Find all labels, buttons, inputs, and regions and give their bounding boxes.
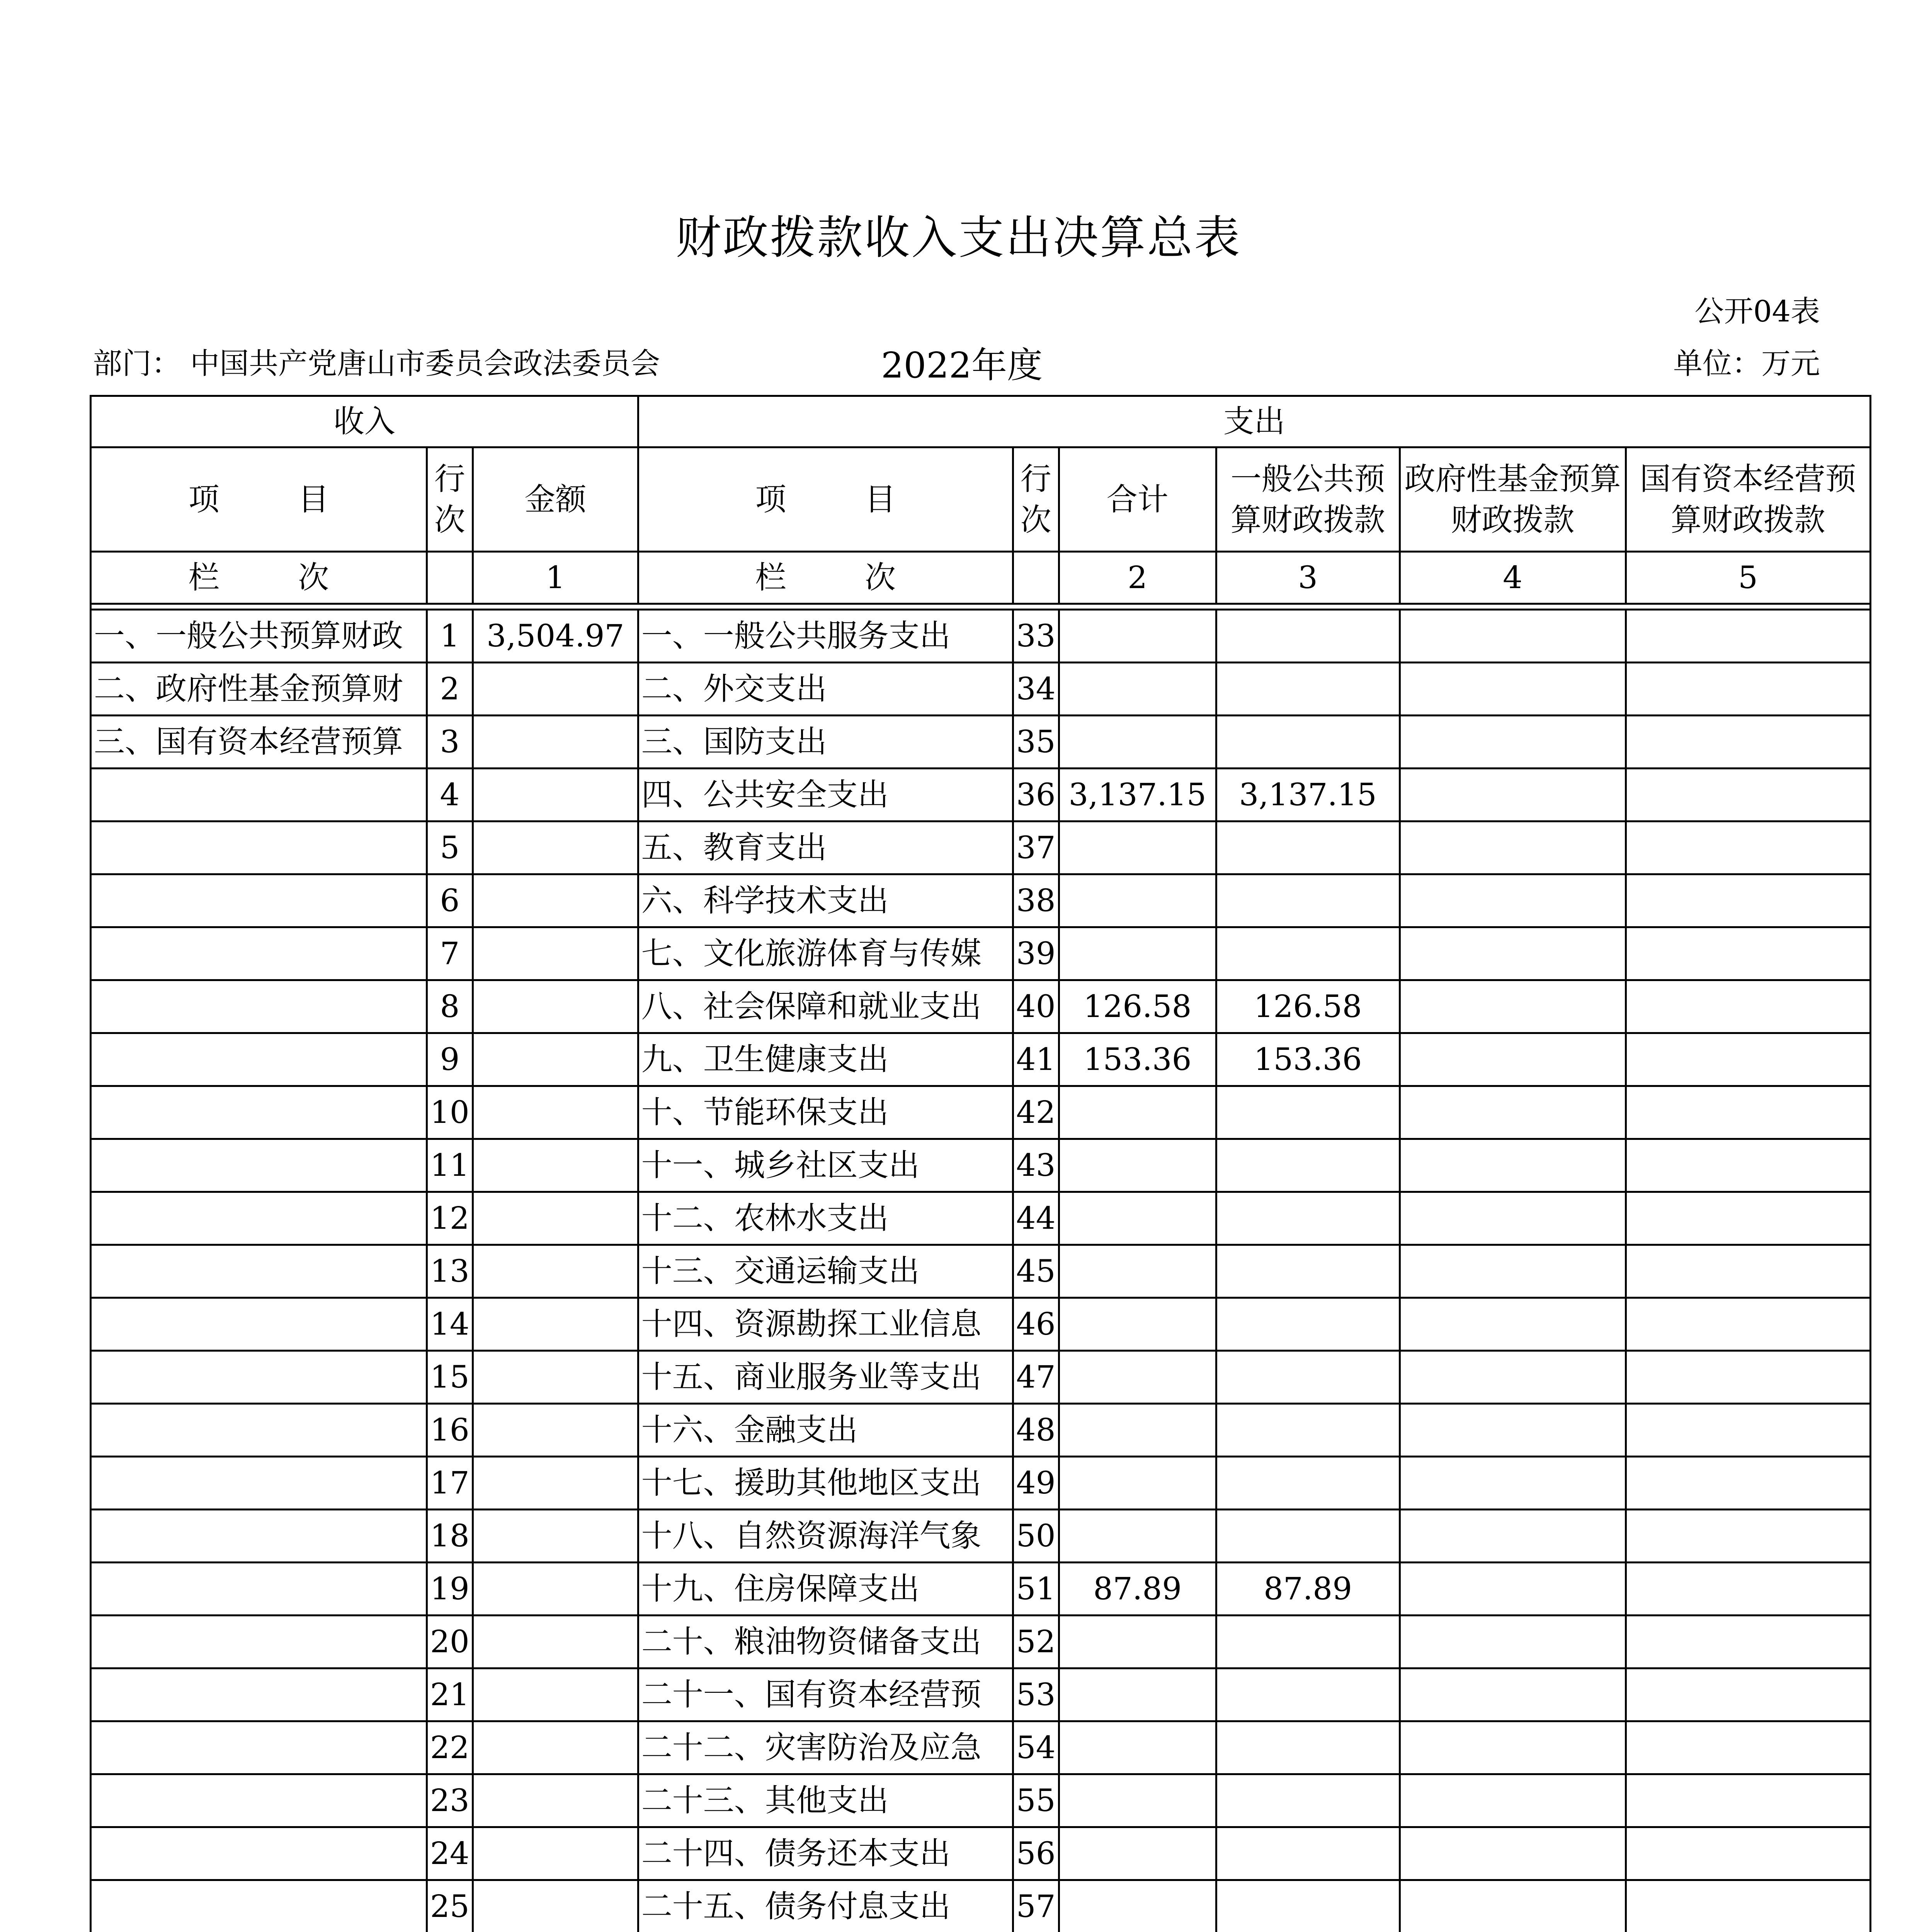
table-row — [91, 769, 1871, 821]
expense-total-cell — [1059, 610, 1216, 663]
income-amount-cell — [473, 769, 638, 821]
income-amount-cell — [473, 1139, 638, 1192]
gov-fund-cell — [1400, 1086, 1626, 1139]
column-index-3: 3 — [1216, 552, 1400, 604]
expense-line-no-cell: 38 — [1013, 874, 1059, 927]
state-capital-cell — [1626, 1563, 1870, 1616]
empty-cell — [427, 552, 473, 604]
expense-item-cell: 十七、援助其他地区支出 — [638, 1457, 1013, 1510]
income-amount-cell — [473, 1351, 638, 1404]
income-line-no-cell: 8 — [427, 980, 473, 1033]
empty-cell — [1013, 552, 1059, 604]
expense-total-cell — [1059, 1192, 1216, 1245]
income-line-no-cell: 17 — [427, 1457, 473, 1510]
income-line-no-cell: 25 — [427, 1880, 473, 1932]
general-budget-cell — [1216, 1668, 1400, 1721]
expense-total-cell — [1059, 1404, 1216, 1457]
income-line-no-cell: 1 — [427, 610, 473, 663]
expense-line-no-cell: 44 — [1013, 1192, 1059, 1245]
department-label: 部门： 中国共产党唐山市委员会政法委员会 — [93, 346, 660, 381]
expense-item-cell: 十一、城乡社区支出 — [638, 1139, 1013, 1192]
general-budget-cell — [1216, 1298, 1400, 1351]
gov-fund-cell — [1400, 1457, 1626, 1510]
income-item-cell — [91, 1880, 427, 1932]
income-line-no-cell: 11 — [427, 1139, 473, 1192]
table-row — [91, 821, 1871, 874]
column-index-4: 4 — [1400, 552, 1626, 604]
expense-line-no-cell: 46 — [1013, 1298, 1059, 1351]
income-item-cell — [91, 980, 427, 1033]
table-row — [91, 1774, 1871, 1827]
income-amount-cell — [473, 1774, 638, 1827]
income-line-no-cell: 20 — [427, 1616, 473, 1668]
income-item-cell — [91, 1668, 427, 1721]
income-line-no-cell: 23 — [427, 1774, 473, 1827]
income-item-cell — [91, 1774, 427, 1827]
state-capital-cell — [1626, 1192, 1870, 1245]
state-capital-cell — [1626, 1139, 1870, 1192]
income-item-cell — [91, 1086, 427, 1139]
table-row — [91, 1457, 1871, 1510]
table-row — [91, 1668, 1871, 1721]
expense-line-no-cell: 37 — [1013, 821, 1059, 874]
expense-item-cell: 十四、资源勘探工业信息 — [638, 1298, 1013, 1351]
column-index-1: 1 — [473, 552, 638, 604]
gov-fund-cell — [1400, 1404, 1626, 1457]
expense-item-cell: 七、文化旅游体育与传媒 — [638, 927, 1013, 980]
expense-line-no-cell: 55 — [1013, 1774, 1059, 1827]
table-row — [91, 1086, 1871, 1139]
gov-fund-cell — [1400, 874, 1626, 927]
expense-total-cell — [1059, 1827, 1216, 1880]
income-item-cell — [91, 1721, 427, 1774]
expense-total-cell: 87.89 — [1059, 1563, 1216, 1616]
expense-item-cell: 十、节能环保支出 — [638, 1086, 1013, 1139]
page-title: 财政拨款收入支出决算总表 — [675, 211, 1242, 264]
table-row — [91, 1510, 1871, 1563]
general-budget-cell — [1216, 1880, 1400, 1932]
expense-total-cell: 126.58 — [1059, 980, 1216, 1033]
income-item-cell — [91, 1139, 427, 1192]
table-row — [91, 1721, 1871, 1774]
income-amount-cell — [473, 716, 638, 769]
income-item-cell — [91, 1563, 427, 1616]
expense-column-index-label: 栏 次 — [638, 552, 1013, 604]
expense-line-no-cell: 43 — [1013, 1139, 1059, 1192]
general-budget-cell — [1216, 1616, 1400, 1668]
income-item-cell — [91, 1351, 427, 1404]
expense-item-cell: 三、国防支出 — [638, 716, 1013, 769]
income-item-cell — [91, 1404, 427, 1457]
general-budget-cell: 87.89 — [1216, 1563, 1400, 1616]
expense-line-no-cell: 45 — [1013, 1245, 1059, 1298]
gov-fund-cell — [1400, 1827, 1626, 1880]
expense-total-cell — [1059, 874, 1216, 927]
table-row — [91, 1245, 1871, 1298]
gov-fund-cell — [1400, 1563, 1626, 1616]
expense-line-no-cell: 56 — [1013, 1827, 1059, 1880]
income-amount-cell — [473, 927, 638, 980]
general-budget-cell — [1216, 927, 1400, 980]
income-line-no-cell: 16 — [427, 1404, 473, 1457]
gov-fund-cell — [1400, 1298, 1626, 1351]
table-row — [91, 1139, 1871, 1192]
income-line-no-cell: 2 — [427, 663, 473, 716]
table-row — [91, 1351, 1871, 1404]
expense-line-no-cell: 36 — [1013, 769, 1059, 821]
gov-fund-cell — [1400, 716, 1626, 769]
table-row — [91, 927, 1871, 980]
state-capital-cell — [1626, 663, 1870, 716]
income-item-cell — [91, 1245, 427, 1298]
expense-total-cell — [1059, 1245, 1216, 1298]
income-line-no-cell: 9 — [427, 1033, 473, 1086]
expense-line-no-cell: 34 — [1013, 663, 1059, 716]
state-capital-cell — [1626, 1774, 1870, 1827]
general-budget-cell — [1216, 874, 1400, 927]
gov-fund-cell — [1400, 927, 1626, 980]
expense-total-cell — [1059, 1139, 1216, 1192]
budget-table — [90, 395, 1871, 1932]
state-capital-cell — [1626, 1457, 1870, 1510]
state-capital-cell — [1626, 927, 1870, 980]
expense-item-cell: 十八、自然资源海洋气象 — [638, 1510, 1013, 1563]
income-amount-cell: 3,504.97 — [473, 610, 638, 663]
gov-fund-cell — [1400, 980, 1626, 1033]
table-row — [91, 716, 1871, 769]
income-line-no-cell: 13 — [427, 1245, 473, 1298]
expense-line-no-cell: 50 — [1013, 1510, 1059, 1563]
general-budget-cell — [1216, 1721, 1400, 1774]
gov-fund-cell — [1400, 1774, 1626, 1827]
general-budget-cell — [1216, 1404, 1400, 1457]
expense-item-cell: 二十三、其他支出 — [638, 1774, 1013, 1827]
income-line-no-cell: 5 — [427, 821, 473, 874]
table-row — [91, 1033, 1871, 1086]
income-line-no-cell: 24 — [427, 1827, 473, 1880]
gov-fund-cell — [1400, 1351, 1626, 1404]
expense-item-cell: 二十五、债务付息支出 — [638, 1880, 1013, 1932]
expense-total-cell — [1059, 1668, 1216, 1721]
state-capital-cell — [1626, 1827, 1870, 1880]
table-row — [91, 1298, 1871, 1351]
expense-total-cell — [1059, 1880, 1216, 1932]
expense-item-cell: 二十二、灾害防治及应急 — [638, 1721, 1013, 1774]
expense-total-cell — [1059, 663, 1216, 716]
expense-line-no-cell: 53 — [1013, 1668, 1059, 1721]
income-amount-cell — [473, 980, 638, 1033]
general-budget-cell — [1216, 1457, 1400, 1510]
expense-total-cell — [1059, 1510, 1216, 1563]
table-row — [91, 1563, 1871, 1616]
expense-item-cell: 八、社会保障和就业支出 — [638, 980, 1013, 1033]
income-item-cell — [91, 821, 427, 874]
gov-fund-cell — [1400, 1880, 1626, 1932]
gov-fund-cell — [1400, 1192, 1626, 1245]
income-section-header: 收入 — [91, 396, 638, 447]
income-line-no-cell: 12 — [427, 1192, 473, 1245]
income-line-no-cell: 7 — [427, 927, 473, 980]
income-line-no-cell: 19 — [427, 1563, 473, 1616]
general-budget-cell — [1216, 1086, 1400, 1139]
income-line-no-header: 行次 — [427, 447, 473, 552]
income-line-no-cell: 15 — [427, 1351, 473, 1404]
state-capital-cell — [1626, 1510, 1870, 1563]
income-item-cell — [91, 927, 427, 980]
expense-total-cell — [1059, 927, 1216, 980]
gov-fund-cell — [1400, 769, 1626, 821]
expense-total-cell — [1059, 1298, 1216, 1351]
expense-item-cell: 十二、农林水支出 — [638, 1192, 1013, 1245]
expense-total-cell — [1059, 1774, 1216, 1827]
table-row — [91, 1616, 1871, 1668]
expense-item-cell: 二、外交支出 — [638, 663, 1013, 716]
income-line-no-cell: 18 — [427, 1510, 473, 1563]
income-item-cell — [91, 1827, 427, 1880]
income-amount-cell — [473, 1563, 638, 1616]
header-separator — [91, 604, 1871, 610]
state-capital-cell — [1626, 1721, 1870, 1774]
table-row — [91, 1880, 1871, 1932]
state-capital-cell — [1626, 1351, 1870, 1404]
expense-line-no-cell: 47 — [1013, 1351, 1059, 1404]
general-budget-cell — [1216, 663, 1400, 716]
income-item-cell: 三、国有资本经营预算 — [91, 716, 427, 769]
income-amount-cell — [473, 1404, 638, 1457]
income-line-no-cell: 10 — [427, 1086, 473, 1139]
unit-label: 单位：万元 — [1673, 346, 1820, 381]
income-amount-cell — [473, 1298, 638, 1351]
state-capital-cell — [1626, 1086, 1870, 1139]
expense-item-cell: 二十一、国有资本经营预 — [638, 1668, 1013, 1721]
general-budget-cell — [1216, 1139, 1400, 1192]
income-amount-cell — [473, 1457, 638, 1510]
income-amount-cell — [473, 1510, 638, 1563]
expense-item-cell: 十九、住房保障支出 — [638, 1563, 1013, 1616]
expense-item-cell: 一、一般公共服务支出 — [638, 610, 1013, 663]
income-amount-cell — [473, 663, 638, 716]
table-row — [91, 1192, 1871, 1245]
general-budget-cell — [1216, 1351, 1400, 1404]
table-row — [91, 980, 1871, 1033]
form-number: 公开04表 — [1694, 294, 1820, 328]
gov-fund-cell — [1400, 663, 1626, 716]
income-line-no-cell: 3 — [427, 716, 473, 769]
expense-line-no-cell: 35 — [1013, 716, 1059, 769]
expense-line-no-cell: 51 — [1013, 1563, 1059, 1616]
income-amount-cell — [473, 1192, 638, 1245]
state-capital-cell — [1626, 1880, 1870, 1932]
gov-fund-cell — [1400, 610, 1626, 663]
amount-header: 金额 — [473, 447, 638, 552]
expense-line-no-cell: 52 — [1013, 1616, 1059, 1668]
income-line-no-cell: 4 — [427, 769, 473, 821]
state-capital-cell — [1626, 1245, 1870, 1298]
fiscal-year: 2022年度 — [881, 345, 1043, 386]
expense-item-cell: 九、卫生健康支出 — [638, 1033, 1013, 1086]
general-budget-cell: 153.36 — [1216, 1033, 1400, 1086]
gov-fund-cell — [1400, 1616, 1626, 1668]
column-index-5: 5 — [1626, 552, 1870, 604]
income-item-cell — [91, 1616, 427, 1668]
expense-line-no-cell: 40 — [1013, 980, 1059, 1033]
gov-fund-cell — [1400, 1510, 1626, 1563]
expense-item-cell: 四、公共安全支出 — [638, 769, 1013, 821]
state-capital-cell — [1626, 769, 1870, 821]
income-item-cell — [91, 874, 427, 927]
expense-item-cell: 五、教育支出 — [638, 821, 1013, 874]
income-item-cell — [91, 1192, 427, 1245]
expense-total-cell — [1059, 1457, 1216, 1510]
expense-total-cell — [1059, 821, 1216, 874]
income-line-no-cell: 14 — [427, 1298, 473, 1351]
state-capital-cell — [1626, 1033, 1870, 1086]
income-item-cell: 一、一般公共预算财政 — [91, 610, 427, 663]
state-capital-header: 国有资本经营预算财政拨款 — [1626, 447, 1870, 552]
state-capital-cell — [1626, 821, 1870, 874]
general-budget-header: 一般公共预算财政拨款 — [1216, 447, 1400, 552]
expense-line-no-cell: 48 — [1013, 1404, 1059, 1457]
expense-total-cell: 3,137.15 — [1059, 769, 1216, 821]
state-capital-cell — [1626, 1668, 1870, 1721]
gov-fund-cell — [1400, 1033, 1626, 1086]
gov-fund-cell — [1400, 1721, 1626, 1774]
state-capital-cell — [1626, 610, 1870, 663]
expense-line-no-cell: 54 — [1013, 1721, 1059, 1774]
expense-line-no-header: 行次 — [1013, 447, 1059, 552]
gov-fund-header: 政府性基金预算财政拨款 — [1400, 447, 1626, 552]
gov-fund-cell — [1400, 821, 1626, 874]
general-budget-cell — [1216, 1827, 1400, 1880]
expense-total-cell: 153.36 — [1059, 1033, 1216, 1086]
general-budget-cell — [1216, 610, 1400, 663]
expense-item-header: 项 目 — [638, 447, 1013, 552]
expense-line-no-cell: 42 — [1013, 1086, 1059, 1139]
column-index-2: 2 — [1059, 552, 1216, 604]
state-capital-cell — [1626, 874, 1870, 927]
expense-section-header: 支出 — [638, 396, 1870, 447]
income-amount-cell — [473, 874, 638, 927]
income-amount-cell — [473, 1245, 638, 1298]
expense-total-cell — [1059, 1086, 1216, 1139]
state-capital-cell — [1626, 716, 1870, 769]
expense-item-cell: 二十四、债务还本支出 — [638, 1827, 1013, 1880]
state-capital-cell — [1626, 1616, 1870, 1668]
income-item-cell — [91, 1033, 427, 1086]
income-amount-cell — [473, 1086, 638, 1139]
gov-fund-cell — [1400, 1245, 1626, 1298]
expense-line-no-cell: 39 — [1013, 927, 1059, 980]
income-amount-cell — [473, 1721, 638, 1774]
income-amount-cell — [473, 1616, 638, 1668]
income-item-cell — [91, 769, 427, 821]
income-amount-cell — [473, 821, 638, 874]
expense-item-cell: 六、科学技术支出 — [638, 874, 1013, 927]
table-row — [91, 1827, 1871, 1880]
expense-item-cell: 十五、商业服务业等支出 — [638, 1351, 1013, 1404]
expense-total-cell — [1059, 1616, 1216, 1668]
expense-total-cell — [1059, 716, 1216, 769]
gov-fund-cell — [1400, 1139, 1626, 1192]
expense-line-no-cell: 49 — [1013, 1457, 1059, 1510]
general-budget-cell — [1216, 1192, 1400, 1245]
expense-item-cell: 二十、粮油物资储备支出 — [638, 1616, 1013, 1668]
general-budget-cell — [1216, 821, 1400, 874]
total-header: 合计 — [1059, 447, 1216, 552]
income-item-cell — [91, 1457, 427, 1510]
expense-line-no-cell: 33 — [1013, 610, 1059, 663]
expense-line-no-cell: 41 — [1013, 1033, 1059, 1086]
general-budget-cell: 126.58 — [1216, 980, 1400, 1033]
income-amount-cell — [473, 1880, 638, 1932]
general-budget-cell — [1216, 716, 1400, 769]
general-budget-cell — [1216, 1510, 1400, 1563]
general-budget-cell: 3,137.15 — [1216, 769, 1400, 821]
gov-fund-cell — [1400, 1668, 1626, 1721]
state-capital-cell — [1626, 1404, 1870, 1457]
general-budget-cell — [1216, 1245, 1400, 1298]
expense-item-cell: 十三、交通运输支出 — [638, 1245, 1013, 1298]
general-budget-cell — [1216, 1774, 1400, 1827]
state-capital-cell — [1626, 980, 1870, 1033]
income-line-no-cell: 21 — [427, 1668, 473, 1721]
income-item-cell — [91, 1510, 427, 1563]
table-row — [91, 1404, 1871, 1457]
expense-line-no-cell: 57 — [1013, 1880, 1059, 1932]
table-row — [91, 874, 1871, 927]
income-item-cell: 二、政府性基金预算财 — [91, 663, 427, 716]
income-amount-cell — [473, 1033, 638, 1086]
state-capital-cell — [1626, 1298, 1870, 1351]
income-amount-cell — [473, 1668, 638, 1721]
income-column-index-label: 栏 次 — [91, 552, 427, 604]
expense-total-cell — [1059, 1721, 1216, 1774]
table-row — [91, 610, 1871, 663]
income-item-header: 项 目 — [91, 447, 427, 552]
expense-item-cell: 十六、金融支出 — [638, 1404, 1013, 1457]
income-item-cell — [91, 1298, 427, 1351]
income-line-no-cell: 6 — [427, 874, 473, 927]
income-line-no-cell: 22 — [427, 1721, 473, 1774]
income-amount-cell — [473, 1827, 638, 1880]
table-row — [91, 663, 1871, 716]
expense-total-cell — [1059, 1351, 1216, 1404]
